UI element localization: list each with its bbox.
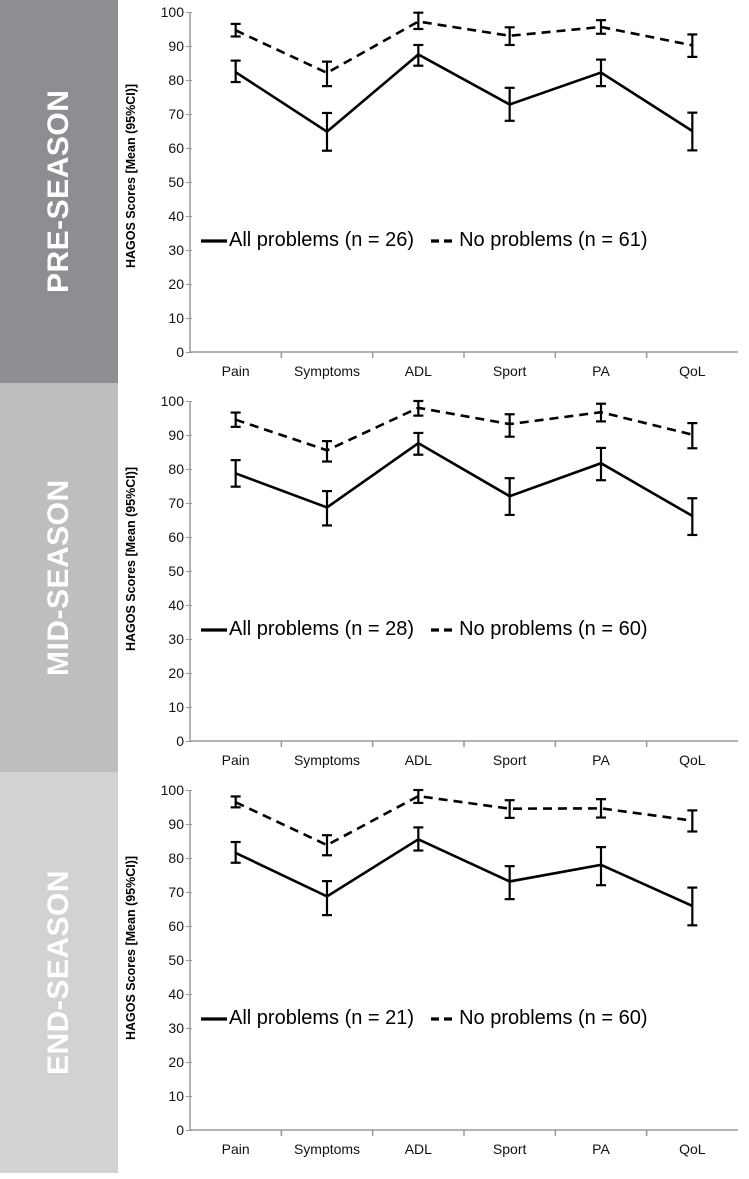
y-axis-title: HAGOS Scores [Mean (95%CI)] xyxy=(124,855,138,1041)
chart-legend-preseason xyxy=(200,229,648,252)
line-plot-endseason xyxy=(118,772,749,1173)
error-bar xyxy=(505,414,515,436)
y-axis-tick-label: 0 xyxy=(176,344,184,360)
legend-label-no-problems: No problems (n = 60) xyxy=(459,1007,648,1030)
y-axis-tick-label: 90 xyxy=(168,816,184,832)
x-axis-tick-label: QoL xyxy=(679,1141,706,1157)
y-axis-tick-label: 60 xyxy=(168,918,184,934)
plot-area-midseason xyxy=(118,383,749,772)
x-axis-tick-label: ADL xyxy=(404,363,432,379)
plot-area-endseason xyxy=(118,772,749,1173)
y-axis-tick-label: 100 xyxy=(160,393,184,409)
y-axis-tick-label: 0 xyxy=(176,733,184,749)
y-axis-tick-label: 20 xyxy=(168,665,184,681)
legend-label-no-problems: No problems (n = 60) xyxy=(459,618,648,641)
error-bar xyxy=(687,34,697,56)
x-axis-tick-label: Sport xyxy=(492,752,527,768)
legend-entry-no-problems xyxy=(430,618,647,641)
y-axis-tick-label: 30 xyxy=(168,1020,184,1036)
y-axis-tick-label: 70 xyxy=(168,495,184,511)
x-axis-tick-label: ADL xyxy=(404,1141,432,1157)
x-axis-tick-label: Symptoms xyxy=(293,752,361,768)
legend-label-all-problems: All problems (n = 26) xyxy=(229,229,415,252)
error-bar xyxy=(687,498,697,535)
season-band-label: MID-SEASON xyxy=(42,479,75,676)
x-axis-tick-label: QoL xyxy=(679,363,706,379)
y-axis-tick-label: 0 xyxy=(176,1122,184,1138)
error-bar xyxy=(505,478,515,515)
x-axis-tick-label: Sport xyxy=(492,363,527,379)
y-axis-tick-label: 50 xyxy=(168,174,184,190)
legend-dashed-line-icon xyxy=(430,1012,458,1026)
x-axis-tick-label: Pain xyxy=(221,363,250,379)
y-axis-tick-label: 20 xyxy=(168,276,184,292)
y-axis-tick-label: 90 xyxy=(168,427,184,443)
legend-entry-no-problems xyxy=(430,1007,647,1030)
legend-solid-line-icon xyxy=(200,623,228,637)
y-axis-tick-label: 50 xyxy=(168,952,184,968)
error-bar xyxy=(413,13,423,29)
x-axis-tick-label: Sport xyxy=(492,1141,527,1157)
error-bar xyxy=(322,441,332,461)
y-axis-tick-label: 100 xyxy=(160,4,184,20)
legend-dashed-line-icon xyxy=(430,623,458,637)
x-axis-tick-label: PA xyxy=(592,1141,610,1157)
panel-preseason xyxy=(0,0,749,383)
legend-entry-all-problems xyxy=(200,618,414,641)
error-bar xyxy=(231,842,241,863)
y-axis-tick-label: 30 xyxy=(168,242,184,258)
x-axis-tick-label: ADL xyxy=(404,752,432,768)
chart-legend-endseason xyxy=(200,1007,648,1030)
series-line-all-problems xyxy=(236,839,693,906)
error-bar xyxy=(687,113,697,151)
legend-dashed-line-icon xyxy=(430,234,458,248)
legend-entry-no-problems xyxy=(430,229,647,252)
panel-endseason xyxy=(0,772,749,1173)
y-axis-tick-label: 70 xyxy=(168,106,184,122)
error-bar xyxy=(322,113,332,151)
y-axis-tick-label: 80 xyxy=(168,72,184,88)
y-axis-tick-label: 30 xyxy=(168,631,184,647)
error-bar xyxy=(687,423,697,448)
error-bar xyxy=(322,491,332,525)
series-line-no-problems xyxy=(236,408,693,451)
line-plot-preseason xyxy=(118,0,749,383)
season-band-midseason xyxy=(0,383,118,772)
plot-area-preseason xyxy=(118,0,749,383)
y-axis-tick-label: 40 xyxy=(168,208,184,224)
y-axis-tick-label: 20 xyxy=(168,1054,184,1070)
y-axis-tick-label: 10 xyxy=(168,310,184,326)
legend-label-no-problems: No problems (n = 61) xyxy=(459,229,648,252)
error-bar xyxy=(231,61,241,82)
y-axis-tick-label: 50 xyxy=(168,563,184,579)
x-axis-tick-label: Pain xyxy=(221,1141,250,1157)
season-band-label: END-SEASON xyxy=(42,869,75,1076)
y-axis-tick-label: 40 xyxy=(168,986,184,1002)
x-axis-tick-label: Pain xyxy=(221,752,250,768)
y-axis-tick-label: 70 xyxy=(168,884,184,900)
error-bar xyxy=(231,24,241,37)
error-bar xyxy=(505,866,515,899)
y-axis-tick-label: 40 xyxy=(168,597,184,613)
y-axis-tick-label: 80 xyxy=(168,461,184,477)
y-axis-tick-label: 60 xyxy=(168,140,184,156)
legend-entry-all-problems xyxy=(200,229,414,252)
y-axis-tick-label: 90 xyxy=(168,38,184,54)
series-line-all-problems xyxy=(236,443,693,516)
error-bar xyxy=(322,62,332,86)
season-band-label: PRE-SEASON xyxy=(42,89,75,294)
season-band-endseason xyxy=(0,772,118,1173)
y-axis-tick-label: 100 xyxy=(160,782,184,798)
y-axis-title: HAGOS Scores [Mean (95%CI)] xyxy=(124,466,138,652)
error-bar xyxy=(322,835,332,855)
series-line-no-problems xyxy=(236,22,693,73)
y-axis-tick-label: 80 xyxy=(168,850,184,866)
legend-label-all-problems: All problems (n = 21) xyxy=(229,1007,415,1030)
series-line-all-problems xyxy=(236,55,693,132)
y-axis-tick-label: 10 xyxy=(168,699,184,715)
error-bar xyxy=(322,881,332,915)
y-axis-tick-label: 10 xyxy=(168,1088,184,1104)
legend-solid-line-icon xyxy=(200,234,228,248)
error-bar xyxy=(687,888,697,926)
x-axis-tick-label: Symptoms xyxy=(293,1141,361,1157)
series-line-no-problems xyxy=(236,796,693,845)
x-axis-tick-label: PA xyxy=(592,363,610,379)
x-axis-tick-label: PA xyxy=(592,752,610,768)
y-axis-tick-label: 60 xyxy=(168,529,184,545)
season-band-preseason xyxy=(0,0,118,383)
legend-label-all-problems: All problems (n = 28) xyxy=(229,618,415,641)
legend-solid-line-icon xyxy=(200,1012,228,1026)
line-plot-midseason xyxy=(118,383,749,772)
y-axis-title: HAGOS Scores [Mean (95%CI)] xyxy=(124,83,138,269)
error-bar xyxy=(231,796,241,807)
legend-entry-all-problems xyxy=(200,1007,414,1030)
panel-midseason xyxy=(0,383,749,772)
chart-legend-midseason xyxy=(200,618,648,641)
error-bar xyxy=(413,827,423,850)
error-bar xyxy=(687,810,697,831)
error-bar xyxy=(413,790,423,803)
x-axis-tick-label: QoL xyxy=(679,752,706,768)
x-axis-tick-label: Symptoms xyxy=(293,363,361,379)
